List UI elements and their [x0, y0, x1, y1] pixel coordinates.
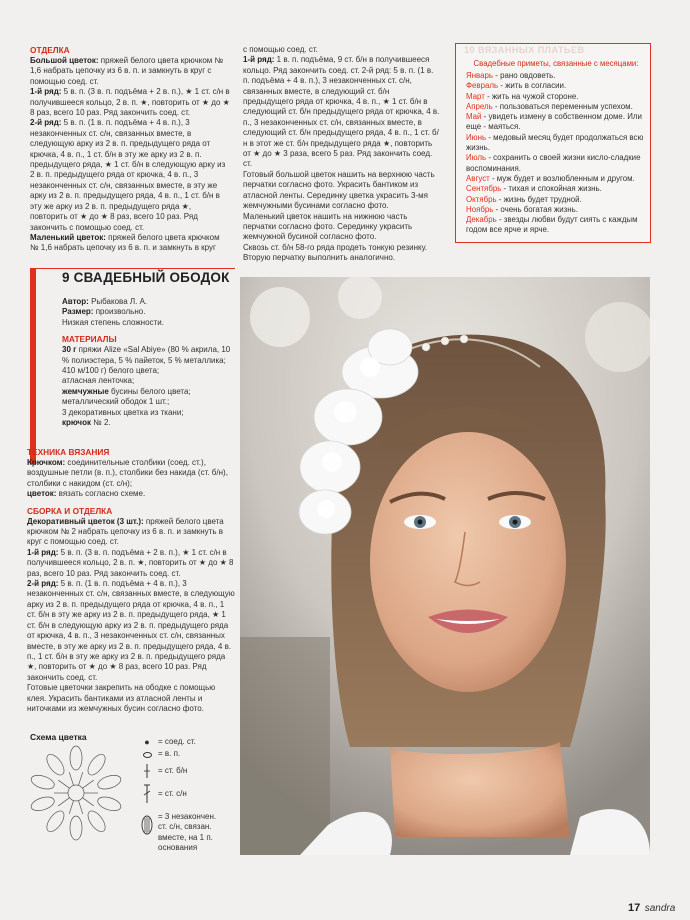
materials-heading: МАТЕРИАЛЫ: [62, 334, 117, 345]
technique-section: [27, 447, 235, 714]
paragraph: [243, 212, 441, 243]
paragraph-text: 5 в. п. (1 в. п. подъёма + 4 в. п.), 3 незаконченных ст. с/н, связанных вместе, в следующую арку из 2 в. п. предыдущего ряда от крючка, 4 в. п., 1 ст. б/н в эту же арку из 2 в. п. предыдущего ряда, ★ 1 ст. б/н в следующую арку из 2 в. п. предыдущего ряда от крючка, 4 в. п., 3 незаконченных ст. с/н, связанных вместе, в эту же арку из 2 в. п. предыдущего ряда, 4 в. п., 1 ст. б/н в эту же арку из 2 в. п. предыдущего ряда ★, повторить от ★ до ★ 8 раз, всего 10 раз. Ряд закончить соед. ст.: [27, 579, 235, 682]
paragraph-text: атласная ленточка;: [62, 376, 135, 386]
single-crochet-icon: [140, 762, 154, 780]
cluster-icon: [140, 814, 154, 836]
finishing-body: [30, 56, 230, 254]
sign-month: Апрель: [466, 101, 493, 111]
paragraph-text: № 2.: [90, 418, 111, 428]
paragraph-text: пряжей белого цвета крючком № 1,6 набрать цепочку из 6 в. п. и замкнуть в круг: [30, 232, 220, 253]
paragraph: [62, 397, 232, 407]
sign-text: - медовый месяц будет продолжаться всю жизнь.: [466, 132, 644, 153]
paragraph: [27, 489, 235, 499]
sign-item: [466, 102, 646, 112]
paragraph-text: Маленький цветок нашить на нижнюю часть перчатки согласно фото. Серединку украсить жемчужной бусиной согласно фото.: [243, 211, 413, 242]
legend-item-4: = ст. с/н: [158, 788, 187, 798]
sign-month: Сентябрь: [466, 184, 502, 194]
sign-text: - очень богатая жизнь.: [493, 204, 578, 214]
chart-stitch: [82, 780, 93, 788]
paragraph-lead: жемчужные: [62, 386, 109, 396]
paragraph-text: вязать согласно схеме.: [56, 489, 146, 499]
sign-month: Февраль: [466, 81, 499, 91]
materials-list: [62, 345, 232, 428]
chart-stitch: [69, 801, 73, 814]
paragraph-text: с помощью соед. ст.: [243, 45, 318, 54]
page-footer: [628, 898, 675, 916]
sign-month: Октябрь: [466, 194, 497, 204]
paragraph: [62, 387, 232, 397]
paragraph: [243, 170, 441, 212]
legend-item-3: = ст. б/н: [158, 765, 188, 775]
paragraph: [27, 579, 235, 683]
chart-petal: [96, 794, 123, 813]
sign-month: Декабрь: [466, 215, 497, 225]
sign-month: Август: [466, 173, 490, 183]
paragraph: [27, 548, 235, 579]
sign-month: Ноябрь: [466, 204, 494, 214]
sign-month: Июль: [466, 153, 487, 163]
sign-item: [466, 81, 646, 91]
article-title: 9 СВАДЕБНЫЙ ОБОДОК: [62, 270, 230, 285]
paragraph-lead: крючок: [62, 418, 91, 428]
bride-photo-illustration: [240, 277, 650, 855]
sign-text: - сохранить о своей жизни кисло-сладкие воспоминания.: [466, 153, 641, 173]
glove-finishing-body: [243, 45, 441, 264]
title-bar-accent: [30, 268, 36, 464]
technique-body: [27, 458, 235, 500]
sign-text: - жизнь будет трудной.: [496, 194, 582, 204]
sign-item: [466, 215, 646, 236]
author-value: Рыбакова Л. А.: [88, 297, 148, 306]
paragraph: [30, 118, 230, 232]
sign-item: [466, 112, 646, 133]
paragraph-text: металлический ободок 1 шт.;: [62, 397, 170, 407]
double-crochet-icon: [140, 783, 154, 805]
size-label: Размер:: [62, 307, 94, 317]
paragraph-lead: 30 г: [62, 345, 77, 355]
slip-stitch-icon: ●: [144, 737, 150, 747]
paragraph-text: Готовый большой цветок нашить на верхнюю часть перчатки согласно фото. Украсить бантиком из атласной ленты. Серединку цветка украсить 3-мя жемчужными бусинами согласно фото.: [243, 169, 435, 211]
flower-chart: [26, 742, 126, 844]
article-meta: [62, 297, 232, 428]
top-middle-column: [243, 45, 441, 264]
chart-petal: [70, 816, 82, 840]
chart-stitch: [78, 801, 82, 814]
paragraph-text: Сквозь ст. б/н 58-го ряда продеть тонкую резинку. Вторую перчатку выполнить аналогично.: [243, 242, 428, 263]
chain-icon: [140, 745, 154, 763]
paragraph: [27, 458, 235, 489]
paragraph-text: Готовые цветочки закрепить на ободке с помощью клея. Украсить бантиками из атласной ленты и ниточками из жемчужных бусин согласно фото.: [27, 683, 216, 713]
chart-petal: [44, 751, 68, 777]
chart-stitch: [69, 772, 73, 785]
sign-text: - пользоваться переменным успехом.: [492, 101, 633, 111]
wedding-signs-box: [455, 43, 651, 243]
paragraph: [62, 376, 232, 386]
paragraph-text: 5 в. п. (3 в. п. подъёма + 2 в. п.), ★ 1 ст. с/н в получившееся кольцо, 2 в. п. ★, повторить от ★ до ★ 8 раз, всего 10 раз. Ряд закончить соед. ст.: [30, 87, 230, 118]
sign-item: [466, 174, 646, 184]
chart-petal: [44, 808, 68, 834]
paragraph-text: 5 в. п. (1 в. п. подъёма + 4 в. п.), 3 незаконченных ст. с/н, связанных вместе, в следующую арку из 2 в. п. предыдущего ряда от крючка, 4 в. п., 1 ст. б/н в эту же арку из 2 в. п. предыдущего ряда, ★ 1 ст. б/н в следующую арку из 2 в. п. предыдущего ряда от крючка, 4 в. п., 3 незаконченных ст. с/н, связанных вместе, в эту же арку из 2 в. п. предыдущего ряда, 4 в. п., 1 ст. б/н в эту же арку из 2 в. п. предыдущего ряда ★, повторить от ★ до ★ 8 раз, всего 10 раз. Ряд закончить с помощью соед. ст.: [30, 118, 226, 232]
sign-item: [466, 153, 646, 174]
sign-month: Январь: [466, 71, 494, 80]
chart-petal: [85, 808, 109, 834]
paragraph-text: бусины белого цвета;: [108, 386, 191, 396]
page-number: 17: [628, 902, 641, 914]
paragraph: [30, 56, 230, 87]
paragraph-text: пряжей белого цвета крючком № 2 набрать цепочку из 6 в. п. и замкнуть в круг с помощью соед. ст.: [27, 516, 224, 547]
paragraph-text: 1 в. п. подъёма, 9 ст. б/н в получившееся кольцо. Ряд закончить соед. ст. 2-й ряд: 5 в. п. (1 в. п. подъёма + 4 в. п.), 3 незаконченных ст. с/н, связанных вместе, в следующий ст. б/н предыдущего ряда от крючка, 4 в. п., ★ 1 ст. б/н в следующий ст. б/н предыдущего ряда от крючка, 4 в. п., 3 незаконченных ст. с/н, связанных вместе, в следующий ст. б/н предыдущего ряда, 4 в. п., 1 ст. б/н в этот же ст. б/н предыдущего ряда ★, повторить от ★ до ★ 3 раза, всего 5 раз. Ряд закончить соед. ст.: [243, 55, 440, 169]
sign-month: Май: [466, 112, 482, 122]
signs-list: [466, 71, 646, 236]
flower-chart-title: Схема цветка: [30, 732, 87, 742]
sign-item: [466, 184, 646, 194]
paragraph-lead: Большой цветок:: [30, 56, 99, 65]
chart-petal: [29, 794, 56, 813]
chart-petal: [29, 773, 56, 792]
paragraph: [62, 408, 232, 418]
size-value: произвольно.: [93, 307, 146, 317]
paragraph-lead: 2-й ряд:: [30, 118, 62, 128]
sign-month: Июнь: [466, 132, 487, 142]
paragraph-text: 5 в. п. (3 в. п. подъёма + 2 в. п.), ★ 1 ст. с/н в получившееся кольцо, 2 в. п. ★, повторить от ★ до ★ 8 раз, всего 10 раз. Ряд закончить соед. ст.: [27, 547, 234, 578]
finishing-heading: ОТДЕЛКА: [30, 45, 70, 55]
sign-item: [466, 195, 646, 205]
chart-petal: [70, 746, 82, 770]
paragraph: [30, 87, 230, 118]
legend-item-1: = соед. ст.: [158, 736, 196, 746]
chart-legend: [140, 736, 240, 854]
paragraph-text: пряжи Alize «Sal Abiye» (80 % акрила, 10 % полиэстера, 5 % пайеток, 5 % металлика; 410 м/100 г) белого цвета;: [62, 345, 231, 376]
legend-item-2: = в. п.: [158, 748, 181, 758]
chart-stitch: [82, 798, 93, 806]
sign-item: [466, 133, 646, 154]
paragraph: [243, 45, 441, 55]
brand-name: sandra: [644, 903, 676, 914]
bride-photo: [240, 277, 650, 855]
sign-text: - жить на чужой стороне.: [484, 91, 579, 101]
paragraph-lead: цветок:: [27, 489, 57, 499]
sign-text: - тихая и спокойная жизнь.: [501, 184, 602, 194]
paragraph: [243, 55, 441, 169]
assembly-body: [27, 517, 235, 715]
chart-petal: [96, 773, 123, 792]
signs-title: Свадебные приметы, связанные с месяцами:: [473, 59, 639, 68]
technique-heading: ТЕХНИКА ВЯЗАНИЯ: [27, 447, 110, 457]
legend-item-5: = 3 незакончен. ст. с/н, связан. вместе, на 1 п. основания: [158, 812, 217, 853]
paragraph-text: 3 декоративных цветка из ткани;: [62, 407, 184, 417]
sign-item: [466, 92, 646, 102]
paragraph: [30, 233, 230, 254]
sign-text: - увидеть измену в собственном доме. Или еще - маяться.: [466, 112, 642, 132]
chart-stitch: [78, 772, 82, 785]
sign-text: - звезды любви будут сиять с каждым годом все ярче и ярче.: [466, 215, 638, 235]
sign-text: - рано овдоветь.: [493, 71, 556, 80]
paragraph-lead: 1-й ряд:: [27, 547, 59, 557]
paragraph-lead: 1-й ряд:: [243, 55, 275, 65]
sign-item: [466, 71, 646, 81]
top-left-column: [30, 45, 230, 254]
sign-month: Март: [466, 91, 485, 101]
paragraph-lead: 1-й ряд:: [30, 87, 62, 97]
author-label: Автор:: [62, 297, 89, 306]
paragraph: [27, 683, 235, 714]
sign-text: - муж будет и возлюбленным и другом.: [489, 173, 635, 183]
paragraph: [27, 517, 235, 548]
chart-stitch: [58, 780, 69, 788]
paragraph-lead: Маленький цветок:: [30, 232, 106, 242]
sign-text: - жить в согласии.: [498, 81, 567, 91]
paragraph-text: соединительные столбики (соед. ст.), воздушные петли (в. п.), столбики без накида (ст. б/н), столбики с накидом (ст. с/н);: [27, 458, 228, 488]
paragraph-text: пряжей белого цвета крючком № 1,6 набрать цепочку из 6 в. п. и замкнуть в круг с помощью соед. ст.: [30, 56, 224, 86]
center-ring: [68, 785, 84, 801]
paragraph: [62, 345, 232, 376]
paragraph: [62, 418, 232, 428]
paragraph-lead: Крючком:: [27, 458, 66, 467]
paragraph-lead: 2-й ряд:: [27, 579, 59, 589]
assembly-heading: СБОРКА И ОТДЕЛКА: [27, 505, 113, 516]
paragraph: [243, 243, 441, 264]
difficulty: Низкая степень сложности.: [62, 317, 164, 327]
chart-stitch: [58, 798, 69, 806]
paragraph-lead: Декоративный цветок (3 шт.):: [27, 516, 144, 526]
faded-title: 10 ВЯЗАННЫХ ПЛАТЬЕВ: [464, 45, 585, 55]
chart-petal: [85, 751, 109, 777]
sign-item: [466, 205, 646, 215]
